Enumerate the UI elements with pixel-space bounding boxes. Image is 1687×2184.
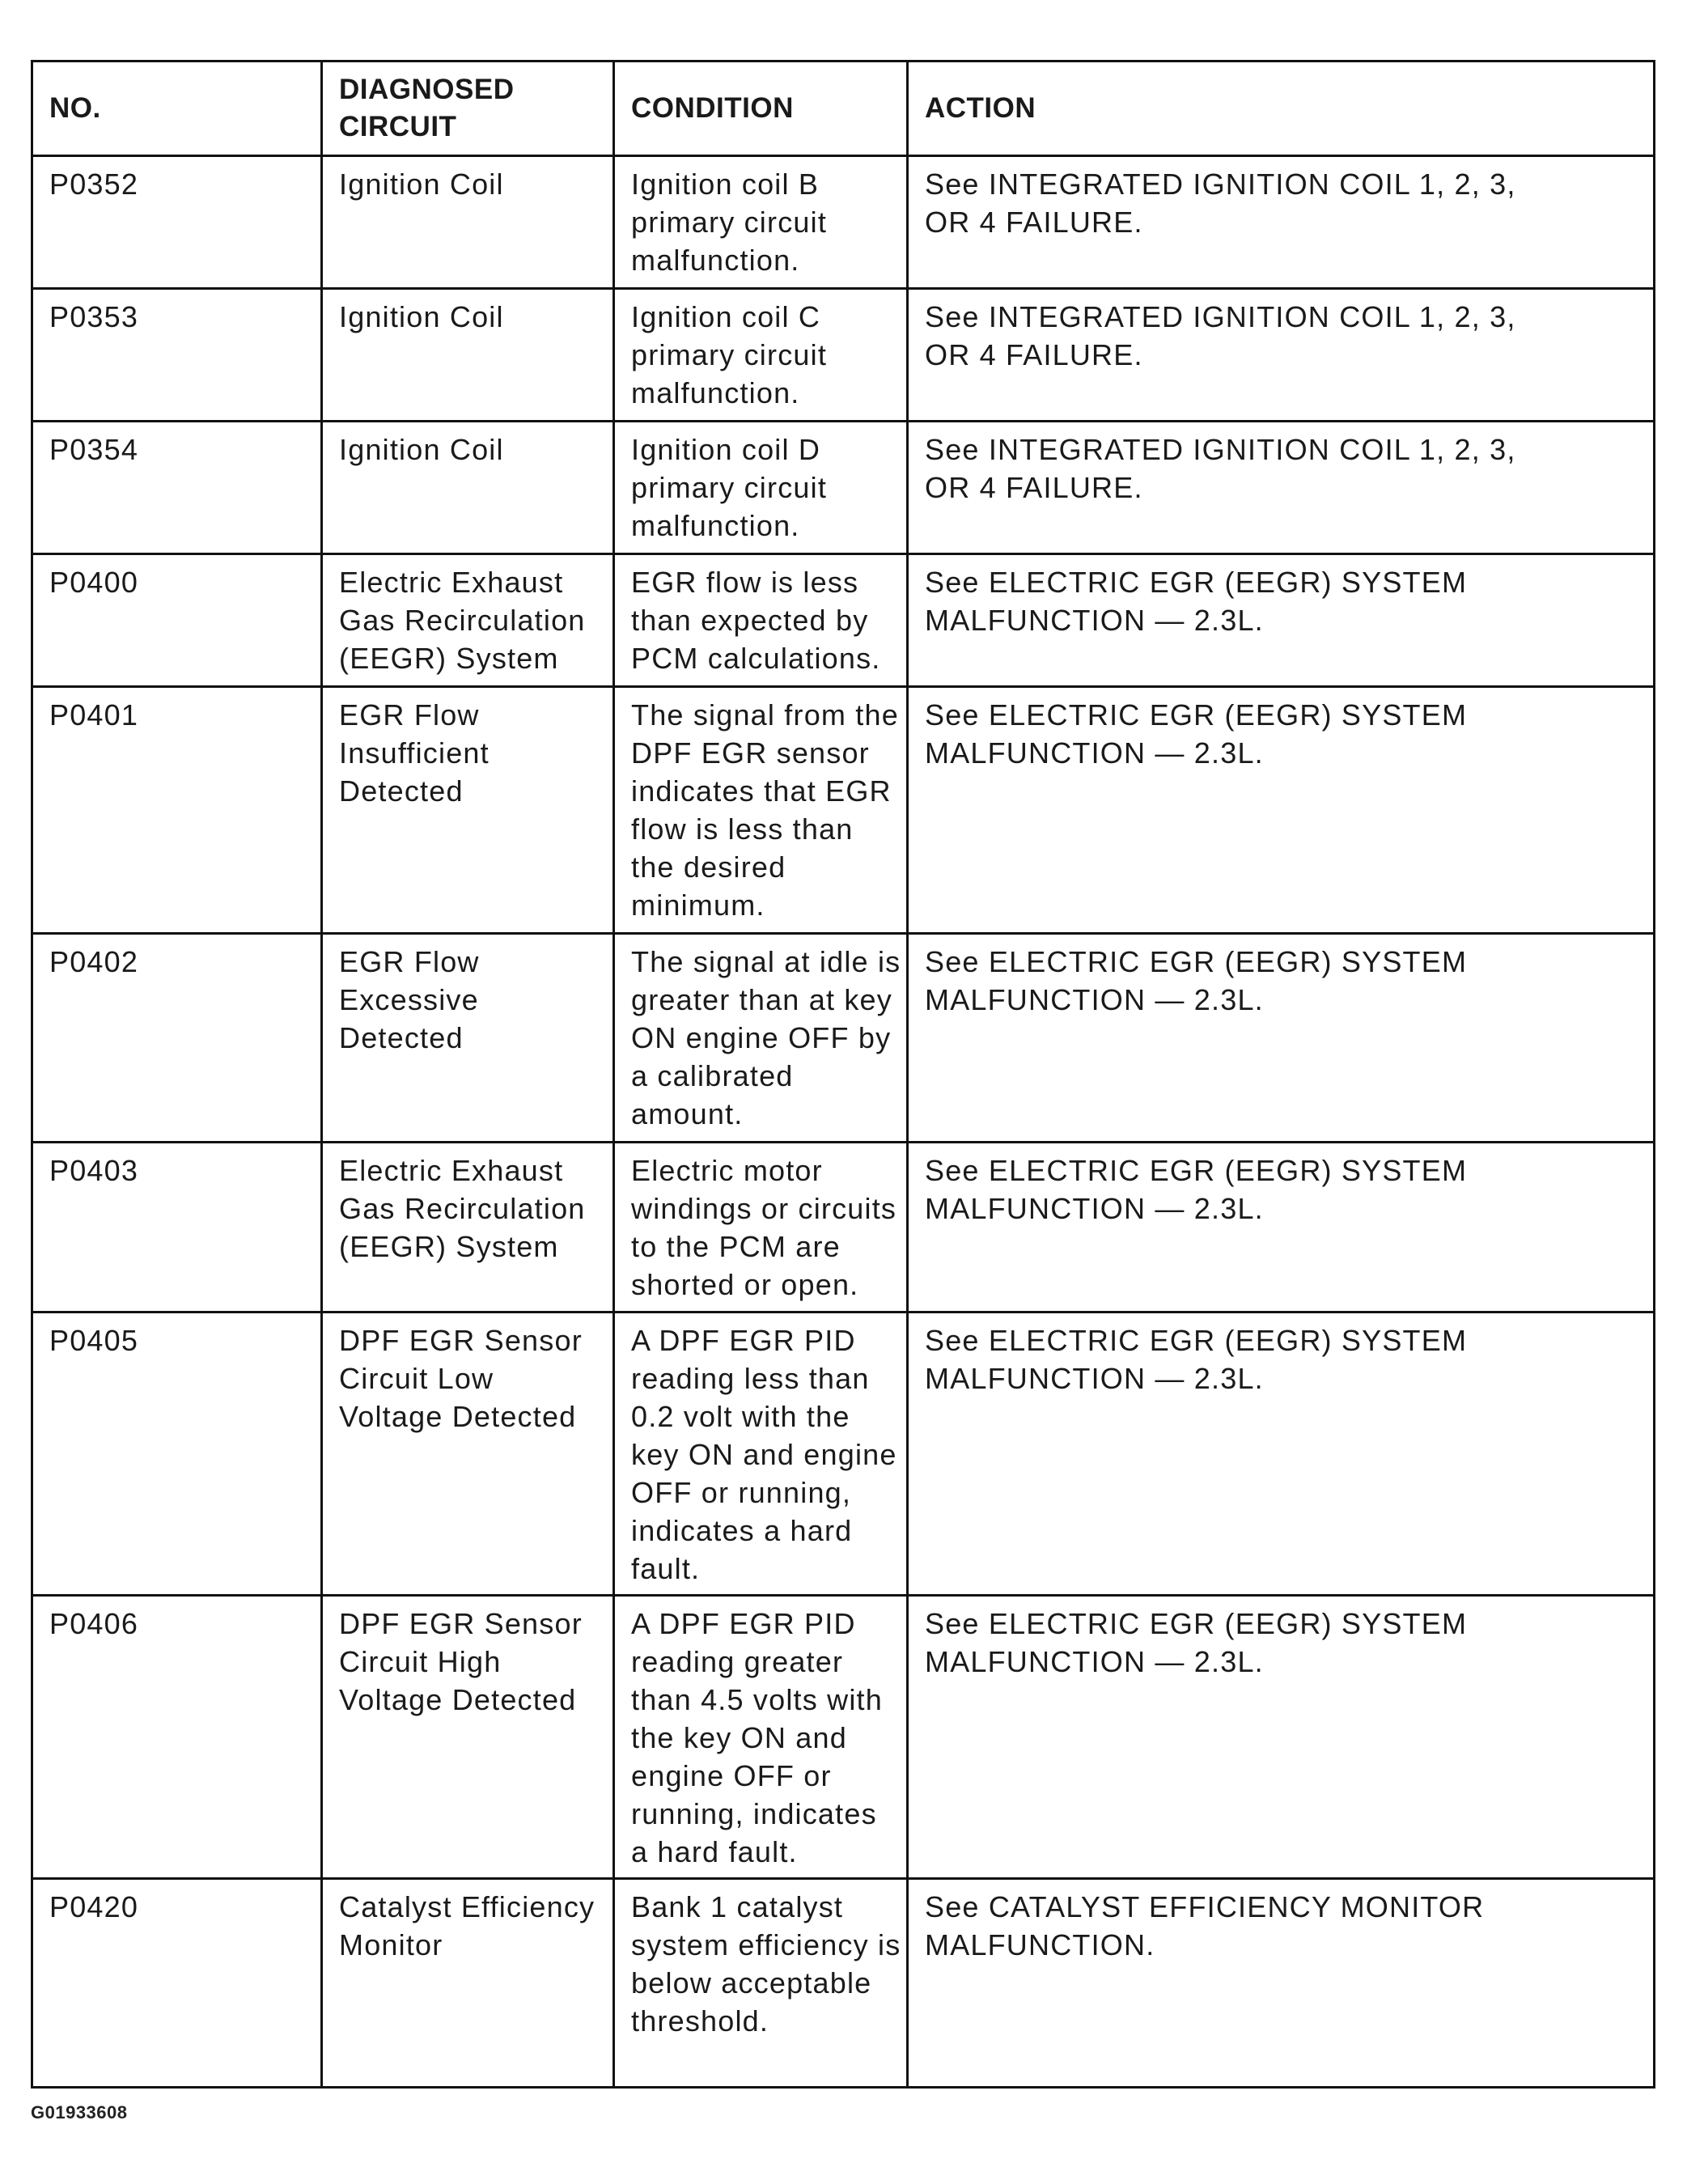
- action: See INTEGRATED IGNITION COIL 1, 2, 3, OR 4 FAILURE.: [908, 422, 1655, 554]
- condition: Bank 1 catalyst system efficiency is below acceptable threshold.: [614, 1879, 908, 2088]
- dtc-code: P0401: [32, 687, 322, 934]
- diagnosed-circuit: DPF EGR Sensor Circuit High Voltage Detected: [322, 1596, 614, 1879]
- table-row: [32, 289, 1655, 422]
- action: See ELECTRIC EGR (EEGR) SYSTEM MALFUNCTION — 2.3L.: [908, 934, 1655, 1143]
- diagnosed-circuit: Catalyst Efficiency Monitor: [322, 1879, 614, 2088]
- diagnosed-circuit: Ignition Coil: [322, 289, 614, 422]
- condition: EGR flow is less than expected by PCM calculations.: [614, 554, 908, 687]
- diagnosed-circuit: Ignition Coil: [322, 422, 614, 554]
- figure-code: G01933608: [31, 2102, 128, 2123]
- diagnosed-circuit: Electric Exhaust Gas Recirculation (EEGR) System: [322, 1143, 614, 1313]
- action: See ELECTRIC EGR (EEGR) SYSTEM MALFUNCTION — 2.3L.: [908, 1143, 1655, 1313]
- table-row: [32, 1313, 1655, 1596]
- condition: Ignition coil C primary circuit malfunction.: [614, 289, 908, 422]
- table-row: [32, 1596, 1655, 1879]
- dtc-code: P0354: [32, 422, 322, 554]
- dtc-code: P0353: [32, 289, 322, 422]
- dtc-code: P0402: [32, 934, 322, 1143]
- action: See INTEGRATED IGNITION COIL 1, 2, 3, OR 4 FAILURE.: [908, 156, 1655, 289]
- table-row: [32, 156, 1655, 289]
- condition: A DPF EGR PID reading less than 0.2 volt with the key ON and engine OFF or running, indicates a hard fault.: [614, 1313, 908, 1596]
- header-action: ACTION: [908, 61, 1655, 156]
- diagnosed-circuit: Electric Exhaust Gas Recirculation (EEGR) System: [322, 554, 614, 687]
- header-diagnosed-circuit: DIAGNOSED CIRCUIT: [322, 61, 614, 156]
- table-row: [32, 1143, 1655, 1313]
- dtc-code: P0403: [32, 1143, 322, 1313]
- dtc-code: P0405: [32, 1313, 322, 1596]
- dtc-code: P0400: [32, 554, 322, 687]
- dtc-code: P0420: [32, 1879, 322, 2088]
- table-row: [32, 1879, 1655, 2088]
- table-body: [32, 156, 1655, 2088]
- table-row: [32, 934, 1655, 1143]
- condition: Electric motor windings or circuits to the PCM are shorted or open.: [614, 1143, 908, 1313]
- action: See ELECTRIC EGR (EEGR) SYSTEM MALFUNCTION — 2.3L.: [908, 1313, 1655, 1596]
- diagnosed-circuit: EGR Flow Excessive Detected: [322, 934, 614, 1143]
- header-condition: CONDITION: [614, 61, 908, 156]
- table-row: [32, 554, 1655, 687]
- header-row: [32, 61, 1655, 156]
- action: See CATALYST EFFICIENCY MONITOR MALFUNCTION.: [908, 1879, 1655, 2088]
- diagnosed-circuit: DPF EGR Sensor Circuit Low Voltage Detected: [322, 1313, 614, 1596]
- diagnosed-circuit: Ignition Coil: [322, 156, 614, 289]
- dtc-table: [31, 60, 1655, 2089]
- action: See INTEGRATED IGNITION COIL 1, 2, 3, OR 4 FAILURE.: [908, 289, 1655, 422]
- table-row: [32, 422, 1655, 554]
- action: See ELECTRIC EGR (EEGR) SYSTEM MALFUNCTION — 2.3L.: [908, 687, 1655, 934]
- condition: The signal at idle is greater than at key ON engine OFF by a calibrated amount.: [614, 934, 908, 1143]
- header-no: NO.: [32, 61, 322, 156]
- table-header: [32, 61, 1655, 156]
- table-row: [32, 687, 1655, 934]
- action: See ELECTRIC EGR (EEGR) SYSTEM MALFUNCTION — 2.3L.: [908, 1596, 1655, 1879]
- condition: A DPF EGR PID reading greater than 4.5 volts with the key ON and engine OFF or running, indicates a hard fault.: [614, 1596, 908, 1879]
- action: See ELECTRIC EGR (EEGR) SYSTEM MALFUNCTION — 2.3L.: [908, 554, 1655, 687]
- condition: Ignition coil B primary circuit malfunction.: [614, 156, 908, 289]
- dtc-code: P0406: [32, 1596, 322, 1879]
- condition: The signal from the DPF EGR sensor indicates that EGR flow is less than the desired minimum.: [614, 687, 908, 934]
- diagnosed-circuit: EGR Flow Insufficient Detected: [322, 687, 614, 934]
- condition: Ignition coil D primary circuit malfunction.: [614, 422, 908, 554]
- dtc-code: P0352: [32, 156, 322, 289]
